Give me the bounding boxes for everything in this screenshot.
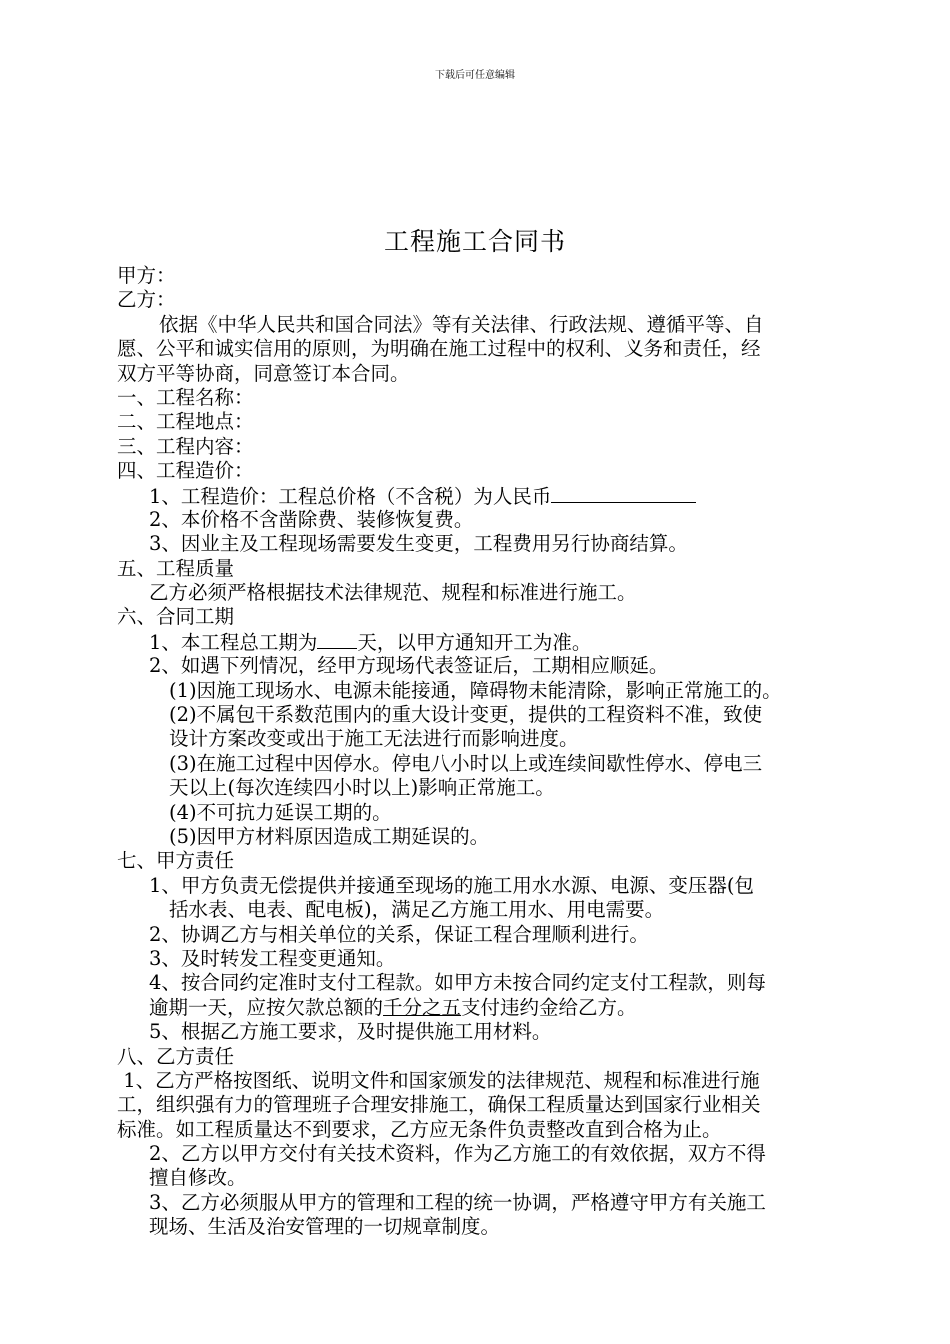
section-heading-project-location: 二、工程地点： xyxy=(117,410,254,434)
amount-blank xyxy=(551,484,696,503)
section-heading-party-b-duties: 八、乙方责任 xyxy=(117,1044,235,1068)
party-b-duty-3b: 现场、生活及治安管理的一切规章制度。 xyxy=(149,1215,501,1239)
schedule-item-1-pre: 1、本工程总工期为 xyxy=(149,630,318,654)
party-b-duty-2a: 2、乙方以甲方交付有关技术资料，作为乙方施工的有效依据，双方不得 xyxy=(149,1142,766,1166)
party-a-duty-3: 3、及时转发工程变更通知。 xyxy=(149,946,396,970)
schedule-case-2b: 设计方案改变或出于施工无法进行而影响进度。 xyxy=(169,727,579,751)
party-b-line: 乙方： xyxy=(117,288,176,312)
party-a-duty-5: 5、根据乙方施工要求，及时提供施工用材料。 xyxy=(149,1020,552,1044)
party-b-duty-3a: 3、乙方必须服从甲方的管理和工程的统一协调，严格遵守甲方有关施工 xyxy=(149,1190,766,1214)
section-heading-project-cost: 四、工程造价： xyxy=(117,459,254,483)
quality-text: 乙方必须严格根据技术法律规范、规程和标准进行施工。 xyxy=(149,581,637,605)
party-b-duty-2b: 擅自修改。 xyxy=(149,1166,247,1190)
party-a-duty-4a: 4、按合同约定准时支付工程款。如甲方未按合同约定支付工程款，则每 xyxy=(149,971,766,995)
party-a-line: 甲方： xyxy=(117,264,176,287)
section-heading-project-content: 三、工程内容： xyxy=(117,434,254,458)
section-heading-party-a-duties: 七、甲方责任 xyxy=(117,849,235,873)
schedule-item-2: 2、如遇下列情况，经甲方现场代表签证后，工期相应顺延。 xyxy=(149,654,669,678)
cost-item-2: 2、本价格不含凿除费、装修恢复费。 xyxy=(149,507,474,531)
party-a-duty-2: 2、协调乙方与相关单位的关系，保证工程合理顺利进行。 xyxy=(149,922,649,946)
penalty-rate: 千分之五 xyxy=(383,995,462,1019)
schedule-item-1 xyxy=(117,630,867,654)
cost-item-1-text: 1、工程造价：工程总价格（不含税）为人民币 xyxy=(149,484,552,508)
party-b-duty-1a: 1、乙方严格按图纸、说明文件和国家颁发的法律规范、规程和标准进行施 xyxy=(117,1068,760,1092)
schedule-case-1: (1)因施工现场水、电源未能接通，障碍物未能清除，影响正常施工的。 xyxy=(169,678,782,702)
intro-line-3: 双方平等协商，同意签订本合同。 xyxy=(117,361,410,385)
cost-item-1 xyxy=(117,484,867,508)
party-b-duty-1c: 标准。如工程质量达不到要求，乙方应无条件负责整改直到合格为止。 xyxy=(117,1117,722,1141)
intro-line-2: 愿、公平和诚实信用的原则，为明确在施工过程中的权利、义务和责任，经 xyxy=(117,337,761,361)
page-header: 下载后可任意编辑 xyxy=(435,70,515,81)
schedule-case-4: (4)不可抗力延误工期的。 xyxy=(169,800,392,824)
document-title: 工程施工合同书 xyxy=(383,227,566,256)
cost-item-3: 3、因业主及工程现场需要发生变更，工程费用另行协商结算。 xyxy=(149,532,688,556)
schedule-item-1-post: 天，以甲方通知开工为准。 xyxy=(357,630,592,654)
party-a-duty-4b xyxy=(117,996,867,1020)
section-heading-project-name: 一、工程名称： xyxy=(117,385,254,409)
schedule-case-5: (5)因甲方材料原因造成工期延误的。 xyxy=(169,824,490,848)
party-a-duty-4b-post: 支付违约金给乙方。 xyxy=(461,995,637,1019)
party-b-duty-1b: 工，组织强有力的管理班子合理安排施工，确保工程质量达到国家行业相关 xyxy=(117,1093,761,1117)
section-heading-schedule: 六、合同工期 xyxy=(117,605,235,629)
party-a-duty-1b: 括水表、电表、配电板)，满足乙方施工用水、用电需要。 xyxy=(169,898,665,922)
party-a-duty-4b-pre: 逾期一天，应按欠款总额的 xyxy=(149,995,384,1019)
days-blank xyxy=(317,630,357,649)
section-heading-quality: 五、工程质量 xyxy=(117,556,235,580)
schedule-case-3b: 天以上(每次连续四小时以上)影响正常施工。 xyxy=(169,776,555,800)
intro-line-1: 依据《中华人民共和国合同法》等有关法律、行政法规、遵循平等、自 xyxy=(159,312,764,336)
contract-body xyxy=(117,264,867,1240)
schedule-case-2a: (2)不属包干系数范围内的重大设计变更，提供的工程资料不准，致使 xyxy=(169,703,763,727)
party-a-duty-1a: 1、甲方负责无偿提供并接通至现场的施工用水水源、电源、变压器(包 xyxy=(149,873,755,897)
schedule-case-3a: (3)在施工过程中因停水。停电八小时以上或连续间歇性停水、停电三 xyxy=(169,751,763,775)
